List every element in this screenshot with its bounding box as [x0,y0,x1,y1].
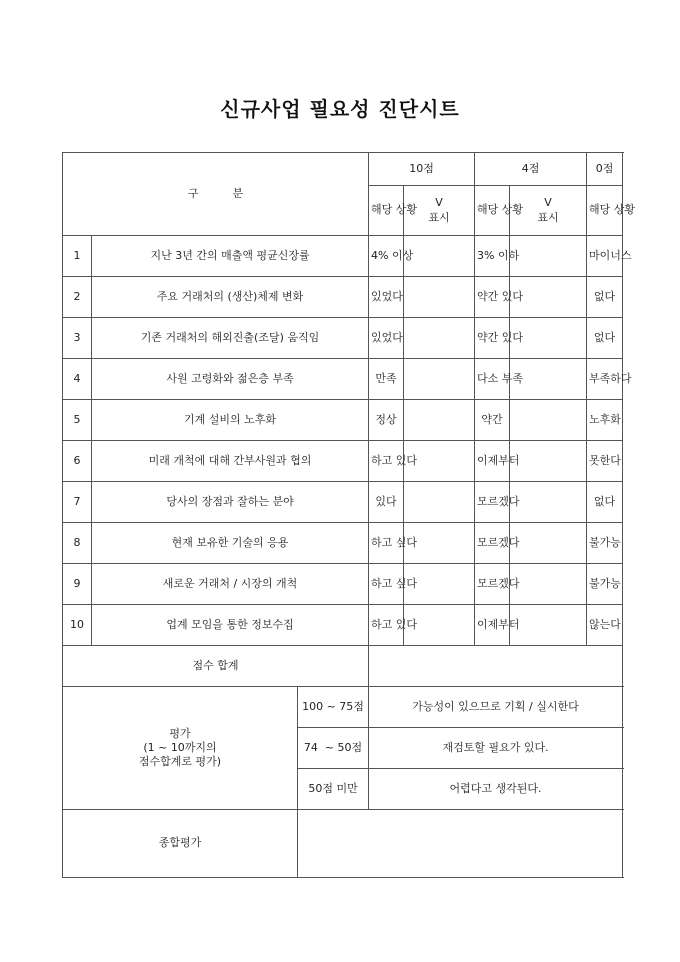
table-row [63,523,623,564]
row-number: 6 [63,441,92,482]
row-10-situation: 하고 싶다 [369,564,404,605]
page-title: 신규사업 필요성 진단시트 [220,97,460,121]
evaluation-label [63,687,298,810]
row-10-situation: 4% 이상 [369,236,404,277]
row-item: 미래 개척에 대해 간부사원과 협의 [92,441,369,482]
row-4-situation: 3% 이하 [475,236,510,277]
situation-header: 해당 상황 [369,186,404,236]
row-number: 2 [63,277,92,318]
evaluation-range: 74 ~ 50점 [298,728,369,769]
row-item: 업계 모임을 통한 정보수집 [92,605,369,646]
table-row [63,482,623,523]
check-mark-label: V [544,196,552,210]
situation-header: 해당 상황 [475,186,510,236]
evaluation-label-line1: 평가 [169,726,191,740]
row-4-check[interactable] [510,400,587,441]
row-item: 당사의 장점과 잘하는 분야 [92,482,369,523]
total-row [63,646,623,687]
row-0-situation: 않는다 [587,605,623,646]
table-row [63,564,623,605]
row-10-situation: 하고 있다 [369,605,404,646]
row-4-situation: 모르겠다 [475,564,510,605]
evaluation-range: 100 ~ 75점 [298,687,369,728]
row-number: 7 [63,482,92,523]
row-10-situation: 하고 있다 [369,441,404,482]
row-10-situation: 정상 [369,400,404,441]
row-10-check[interactable] [404,482,475,523]
row-item: 새로운 거래처 / 시장의 개척 [92,564,369,605]
section-header [63,153,369,236]
evaluation-row [63,687,623,728]
row-10-check[interactable] [404,400,475,441]
row-0-situation: 없다 [587,482,623,523]
row-4-check[interactable] [510,482,587,523]
row-item: 주요 거래처의 (생산)체제 변화 [92,277,369,318]
row-4-situation: 모르겠다 [475,482,510,523]
score-10-header: 10점 [369,153,475,186]
row-item: 기계 설비의 노후화 [92,400,369,441]
row-number: 3 [63,318,92,359]
row-number: 10 [63,605,92,646]
row-number: 5 [63,400,92,441]
row-4-situation: 모르겠다 [475,523,510,564]
row-10-check[interactable] [404,236,475,277]
table-row [63,441,623,482]
overall-field[interactable] [298,810,623,878]
total-value-field[interactable] [369,646,623,687]
table-row [63,359,623,400]
row-item: 현재 보유한 기술의 응용 [92,523,369,564]
check-label: 표시 [428,210,450,224]
row-4-situation: 이제부터 [475,605,510,646]
diagnosis-table [62,152,636,878]
row-10-situation: 있다 [369,482,404,523]
row-0-situation: 없다 [587,318,623,359]
row-4-situation: 약간 [475,400,510,441]
row-4-situation: 약간 있다 [475,318,510,359]
row-item: 지난 3년 간의 매출액 평균신장률 [92,236,369,277]
score-0-header: 0점 [587,153,623,186]
row-4-check[interactable] [510,605,587,646]
evaluation-text: 어렵다고 생각된다. [369,769,623,810]
check-label: 표시 [537,210,559,224]
row-4-check[interactable] [510,441,587,482]
row-10-check[interactable] [404,359,475,400]
row-4-situation: 약간 있다 [475,277,510,318]
row-4-situation: 다소 부족 [475,359,510,400]
score-4-header: 4점 [475,153,587,186]
evaluation-label-line2: (1 ~ 10까지의 [143,740,217,754]
row-0-situation: 없다 [587,277,623,318]
overall-row [63,810,623,878]
row-number: 9 [63,564,92,605]
row-4-check[interactable] [510,523,587,564]
table-row [63,400,623,441]
row-number: 4 [63,359,92,400]
row-item: 사원 고령화와 젊은층 부족 [92,359,369,400]
row-0-situation: 노후화 [587,400,623,441]
row-10-check[interactable] [404,277,475,318]
section-header-label-a: 구 [187,186,199,200]
row-4-check[interactable] [510,236,587,277]
evaluation-text: 재검토할 필요가 있다. [369,728,623,769]
row-number: 8 [63,523,92,564]
row-0-situation: 못한다 [587,441,623,482]
row-0-situation: 부족하다 [587,359,623,400]
total-label: 점수 합계 [63,646,369,687]
situation-header: 해당 상황 [587,186,623,236]
row-4-check[interactable] [510,564,587,605]
table-row [63,277,623,318]
row-0-situation: 불가능 [587,523,623,564]
row-10-check[interactable] [404,318,475,359]
table-row [63,236,623,277]
row-number: 1 [63,236,92,277]
row-0-situation: 불가능 [587,564,623,605]
check-mark-label: V [435,196,443,210]
row-10-situation: 하고 싶다 [369,523,404,564]
evaluation-text: 가능성이 있으므로 기획 / 실시한다 [369,687,623,728]
row-10-situation: 있었다 [369,318,404,359]
table-row [63,318,623,359]
evaluation-range: 50점 미만 [298,769,369,810]
section-header-label-b: 분 [232,186,244,200]
row-10-situation: 만족 [369,359,404,400]
evaluation-label-line3: 점수합계로 평가) [138,755,222,769]
row-item: 기존 거래처의 해외진출(조달) 움직임 [92,318,369,359]
table-row [63,605,623,646]
row-4-situation: 이제부터 [475,441,510,482]
row-10-situation: 있었다 [369,277,404,318]
overall-label: 종합평가 [63,810,298,878]
row-0-situation: 마이너스 [587,236,623,277]
